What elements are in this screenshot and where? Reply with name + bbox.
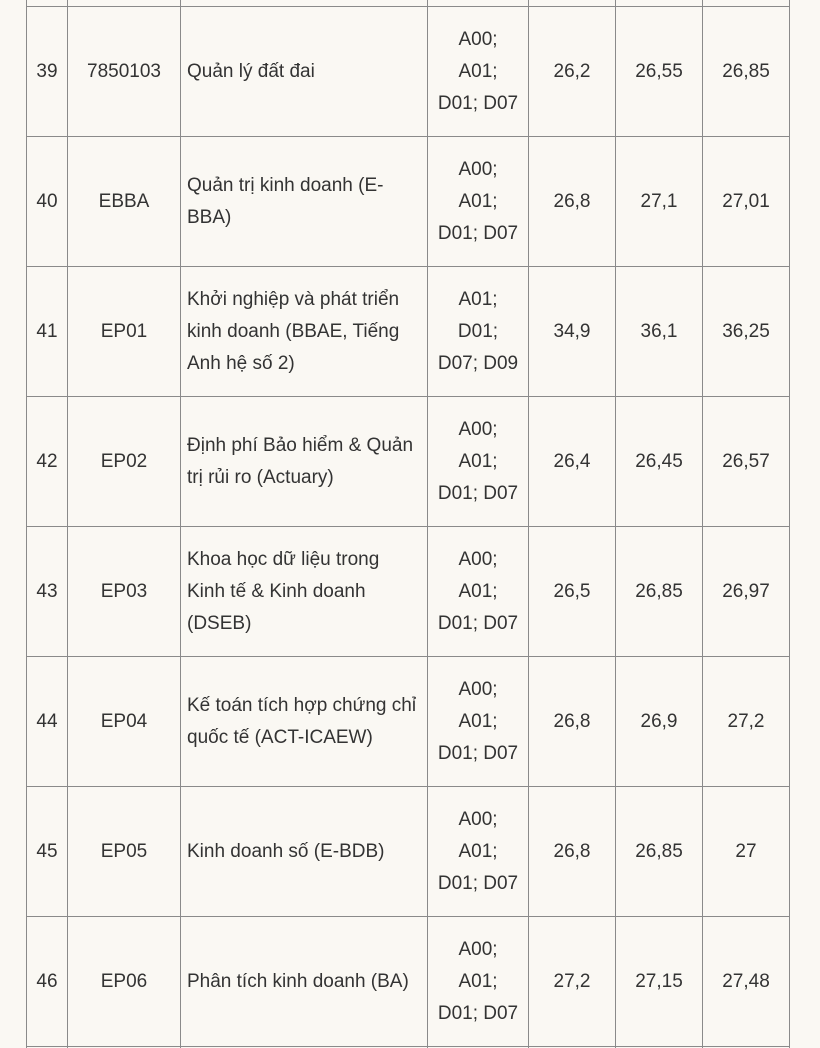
score-cell: 26,8 bbox=[529, 137, 616, 267]
row-number-cell: 45 bbox=[27, 787, 68, 917]
row-number-cell: 46 bbox=[27, 917, 68, 1047]
score-cell: 26,57 bbox=[703, 397, 790, 527]
table-row bbox=[27, 267, 790, 397]
subject-block-line: A01; bbox=[458, 190, 498, 212]
subject-block-line: D01; D07 bbox=[437, 872, 519, 894]
subject-block-line: A01; bbox=[458, 450, 498, 472]
subject-block-line: A00; bbox=[458, 418, 498, 440]
major-name-cell: Quản lý đất đai bbox=[181, 7, 428, 137]
subject-block-cell bbox=[428, 137, 529, 267]
major-code-cell: EBBA bbox=[68, 137, 181, 267]
subject-block-cell bbox=[428, 7, 529, 137]
major-name-cell: Khởi nghiệp và phát triển kinh doanh (BBAE, Tiếng Anh hệ số 2) bbox=[181, 267, 428, 397]
subject-block-line: A00; bbox=[458, 28, 498, 50]
subject-block-line: D01; D07 bbox=[437, 222, 519, 244]
major-code-cell: EP02 bbox=[68, 397, 181, 527]
major-code-cell: EP06 bbox=[68, 917, 181, 1047]
major-code-cell: EP05 bbox=[68, 787, 181, 917]
major-name-cell: Phân tích kinh doanh (BA) bbox=[181, 917, 428, 1047]
subject-block-line: A01; bbox=[458, 840, 498, 862]
row-number-cell: 39 bbox=[27, 7, 68, 137]
score-cell: 26,5 bbox=[529, 527, 616, 657]
row-number-cell: 42 bbox=[27, 397, 68, 527]
table-row bbox=[27, 7, 790, 137]
subject-block-cell bbox=[428, 787, 529, 917]
score-cell: 36,25 bbox=[703, 267, 790, 397]
row-number-cell: 43 bbox=[27, 527, 68, 657]
score-cell: 26,8 bbox=[529, 787, 616, 917]
admission-score-table bbox=[26, 0, 790, 1048]
score-cell: 26,85 bbox=[703, 7, 790, 137]
major-code-cell: EP04 bbox=[68, 657, 181, 787]
score-cell: 34,9 bbox=[529, 267, 616, 397]
subject-block-line: D01; D07 bbox=[437, 1002, 519, 1024]
subject-block-line: A00; bbox=[458, 548, 498, 570]
subject-block-line: D07; D09 bbox=[437, 352, 519, 374]
score-cell: 26,2 bbox=[529, 7, 616, 137]
score-cell: 26,8 bbox=[529, 657, 616, 787]
subject-block-line: A00; bbox=[458, 678, 498, 700]
major-name-cell: Định phí Bảo hiểm & Quản trị rủi ro (Actuary) bbox=[181, 397, 428, 527]
subject-block-line: A01; bbox=[458, 288, 498, 310]
subject-block-cell bbox=[428, 917, 529, 1047]
score-cell: 27,01 bbox=[703, 137, 790, 267]
subject-block-line: A01; bbox=[458, 60, 498, 82]
table-row bbox=[27, 787, 790, 917]
subject-block-cell bbox=[428, 267, 529, 397]
score-cell: 27,15 bbox=[616, 917, 703, 1047]
major-name-cell: Quản trị kinh doanh (E-BBA) bbox=[181, 137, 428, 267]
score-cell: 26,4 bbox=[529, 397, 616, 527]
score-cell: 27,2 bbox=[529, 917, 616, 1047]
score-cell: 27,1 bbox=[616, 137, 703, 267]
subject-block-line: D01; D07 bbox=[437, 612, 519, 634]
subject-block-line: A00; bbox=[458, 158, 498, 180]
subject-block-cell bbox=[428, 527, 529, 657]
table-row bbox=[27, 657, 790, 787]
score-cell: 26,9 bbox=[616, 657, 703, 787]
table-row bbox=[27, 527, 790, 657]
major-name-cell: Kế toán tích hợp chứng chỉ quốc tế (ACT-ICAEW) bbox=[181, 657, 428, 787]
major-code-cell: EP01 bbox=[68, 267, 181, 397]
score-cell: 27,48 bbox=[703, 917, 790, 1047]
subject-block-line: A01; bbox=[458, 710, 498, 732]
subject-block-line: A01; bbox=[458, 580, 498, 602]
major-name-cell: Khoa học dữ liệu trong Kinh tế & Kinh doanh (DSEB) bbox=[181, 527, 428, 657]
score-cell: 27,2 bbox=[703, 657, 790, 787]
major-code-cell: EP03 bbox=[68, 527, 181, 657]
subject-block-line: D01; D07 bbox=[437, 742, 519, 764]
subject-block-line: D01; D07 bbox=[437, 482, 519, 504]
score-cell: 36,1 bbox=[616, 267, 703, 397]
table-row bbox=[27, 397, 790, 527]
score-cell: 26,85 bbox=[616, 787, 703, 917]
table-row bbox=[27, 137, 790, 267]
subject-block-line: D01; bbox=[457, 320, 499, 342]
row-number-cell: 40 bbox=[27, 137, 68, 267]
row-number-cell: 44 bbox=[27, 657, 68, 787]
table-body bbox=[27, 0, 790, 1048]
score-cell: 26,85 bbox=[616, 527, 703, 657]
score-cell: 26,55 bbox=[616, 7, 703, 137]
score-cell: 26,97 bbox=[703, 527, 790, 657]
subject-block-line: A00; bbox=[458, 938, 498, 960]
major-name-cell: Kinh doanh số (E-BDB) bbox=[181, 787, 428, 917]
subject-block-line: A00; bbox=[458, 808, 498, 830]
subject-block-line: A01; bbox=[458, 970, 498, 992]
score-cell: 26,45 bbox=[616, 397, 703, 527]
major-code-cell: 7850103 bbox=[68, 7, 181, 137]
subject-block-cell bbox=[428, 397, 529, 527]
subject-block-line: D01; D07 bbox=[437, 92, 519, 114]
table-row bbox=[27, 917, 790, 1047]
score-cell: 27 bbox=[703, 787, 790, 917]
row-number-cell: 41 bbox=[27, 267, 68, 397]
subject-block-cell bbox=[428, 657, 529, 787]
